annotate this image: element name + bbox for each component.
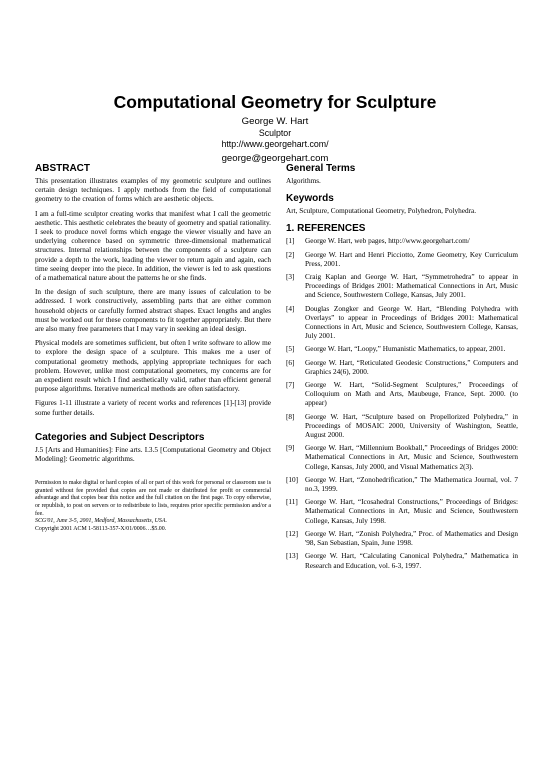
reference-text: George W. Hart, “Calculating Canonical Polyhedra,” Mathematica in Research and Education, vol. 6-3, 1997. (305, 552, 518, 570)
permission-block (35, 480, 271, 533)
reference-number: [6] (286, 358, 295, 367)
paper-header (0, 92, 550, 165)
keywords-heading: Keywords (286, 193, 334, 205)
reference-text: George W. Hart, web pages, http://www.georgehart.com/ (305, 237, 470, 246)
reference-item (286, 251, 518, 269)
reference-item (286, 237, 518, 246)
reference-list (286, 237, 518, 570)
abstract-heading: ABSTRACT (35, 163, 90, 174)
reference-number: [11] (286, 498, 298, 507)
reference-text: George W. Hart, “Millennium Bookball,” Proceedings of Bridges 2000: Mathematical Connections in Art, Music and Science, Southwestern College, Kansas, July 2000, and Visual Mathematics 2(3). (305, 444, 518, 471)
abstract-paragraph: In the design of such sculpture, there are many issues of calculation to be addressed. I work constructively, assembling parts that are either common household objects or carefully formed abstract shapes. Exact lengths and angles must be worked out for these components to fit together appropriately. But there are also many free parameters that I may vary in seeking an ideal design. (35, 288, 271, 334)
reference-text: George W. Hart, “Sculpture based on Propellorized Polyhedra,” in Proceedings of MOSAIC 2000, University of Washington, Seattle, August 2000. (305, 412, 518, 440)
categories-heading: Categories and Subject Descriptors (35, 431, 205, 443)
reference-text: George W. Hart, “Zonohedrification,” The Mathematica Journal, vol. 7 no.3, 1999. (305, 475, 518, 494)
reference-number: [5] (286, 345, 295, 354)
reference-item (286, 381, 518, 409)
reference-number: [10] (286, 475, 299, 484)
categories-text: J.5 [Arts and Humanities]: Fine arts. I.3.5 [Computational Geometry and Object Modeling]: Geometric algorithms. (35, 445, 271, 464)
reference-number: [8] (286, 412, 295, 421)
right-column (286, 163, 518, 575)
reference-text: George W. Hart, “Solid-Segment Sculptures,” Proceedings of Colloquium on Math and Arts, Maubeuge, France, Sept. 2000. (to appear) (305, 381, 518, 408)
reference-item (286, 305, 518, 342)
reference-item (286, 273, 518, 301)
author-url[interactable]: http://www.georgehart.com/ (221, 139, 329, 149)
reference-item (286, 359, 518, 377)
reference-item (286, 345, 518, 354)
reference-number: [2] (286, 250, 295, 259)
reference-text: George W. Hart, “Icosahedral Constructions,” Proceedings of Bridges: Mathematical Connections in Art, Music and Science, Southwestern College, Kansas, July 1998. (305, 498, 518, 525)
abstract-paragraph: Figures 1-11 illustrate a variety of recent works and references [1]-[13] provide some further details. (35, 399, 271, 417)
reference-text: George W. Hart, “Reticulated Geodesic Constructions,” Computers and Graphics 24(6), 2000. (305, 358, 518, 376)
reference-number: [3] (286, 273, 295, 282)
abstract-paragraph: I am a full-time sculptor creating works that manifest what I call the geometric aesthetic. This aesthetic celebrates the beauty of geometry and spatial rationality. I seek to produce novel forms which engage the viewer visually and have an underlying coherence based on symmetric three-dimensional mathematical structures. Internal relationships between the components of a sculpture can provide a depth to the work, leading the viewer to return again and again, each time seeing deeper into the piece. In addition, the viewer is led to ask questions of a mathematical nature about the patterns he or she finds. (35, 209, 271, 283)
permission-text: Permission to make digital or hard copies of all or part of this work for personal or classroom use is granted without fee provided that copies are not made or distributed for profit or commercial advantage and that copies bear this notice and the full citation on the first page. To copy otherwise, or republish, to post on servers or to redistribute to lists, requires prior specific permission and/or a fee. (35, 480, 271, 517)
author-affiliation: Sculptor (258, 128, 292, 138)
general-terms-text: Algorithms. (286, 177, 321, 185)
reference-text: George W. Hart, “Zonish Polyhedra,” Proc. of Mathematics and Design '98, San Sebastian, Spain, June 1998. (305, 529, 518, 548)
reference-text: George W. Hart and Henri Picciotto, Zome Geometry, Key Curriculum Press, 2001. (305, 250, 518, 268)
reference-number: [4] (286, 304, 295, 313)
paper-title: Computational Geometry for Sculpture (113, 92, 437, 112)
references-heading: 1. REFERENCES (286, 223, 366, 235)
abstract-paragraph: This presentation illustrates examples of my geometric sculpture and outlines certain design techniques. I apply methods from the field of computational geometry to the creation of forms which are aesthetic objects. (35, 177, 271, 204)
reference-item (286, 552, 518, 570)
reference-item (286, 476, 518, 494)
permission-venue: SCG'01, June 3-5, 2001, Medford, Massachusetts, USA. (35, 518, 167, 525)
reference-number: [7] (286, 381, 295, 390)
reference-number: [13] (286, 552, 299, 561)
keywords-text: Art, Sculpture, Computational Geometry, Polyhedron, Polyhedra. (286, 207, 477, 216)
author-name: George W. Hart (241, 116, 309, 127)
reference-text: George W. Hart, “Loopy,” Humanistic Mathematics, to appear, 2001. (305, 345, 506, 354)
reference-number: [12] (286, 529, 299, 538)
reference-text: Douglas Zongker and George W. Hart, “Blending Polyhedra with Overlays” to appear in Proceedings of Bridges 2001: Mathematical Connections in Art, Music and Science, Southwestern College, Kansas, July 2001. (305, 304, 518, 341)
reference-item (286, 444, 518, 472)
general-terms-heading: General Terms (286, 163, 356, 174)
reference-item (286, 530, 518, 548)
left-column (35, 163, 271, 533)
author-email[interactable]: george@georgehart.com (221, 153, 329, 164)
reference-item (286, 413, 518, 441)
reference-number: [1] (286, 237, 295, 246)
permission-copyright: Copyright 2001 ACM 1-58113-357-X/01/0006…$5.00. (35, 525, 167, 532)
reference-number: [9] (286, 444, 295, 453)
reference-item (286, 498, 518, 526)
reference-text: Craig Kaplan and George W. Hart, “Symmetrohedra” to appear in Proceedings of Bridges 2001: Mathematical Connections in Art, Music and Science, Southwestern College, Kansas, July 2001. (305, 273, 518, 300)
abstract-paragraph: Physical models are sometimes sufficient, but often I write software to allow me to explore the design space of a sculpture. This makes me a user of computational geometry methods, applying appropriate techniques for each problem. However, unlike most computational geometers, my concerns are for an expedient result which I find aesthetically valid, rather than efficient general purpose algorithms. Iterative numerical methods are often satisfactory. (35, 339, 271, 394)
